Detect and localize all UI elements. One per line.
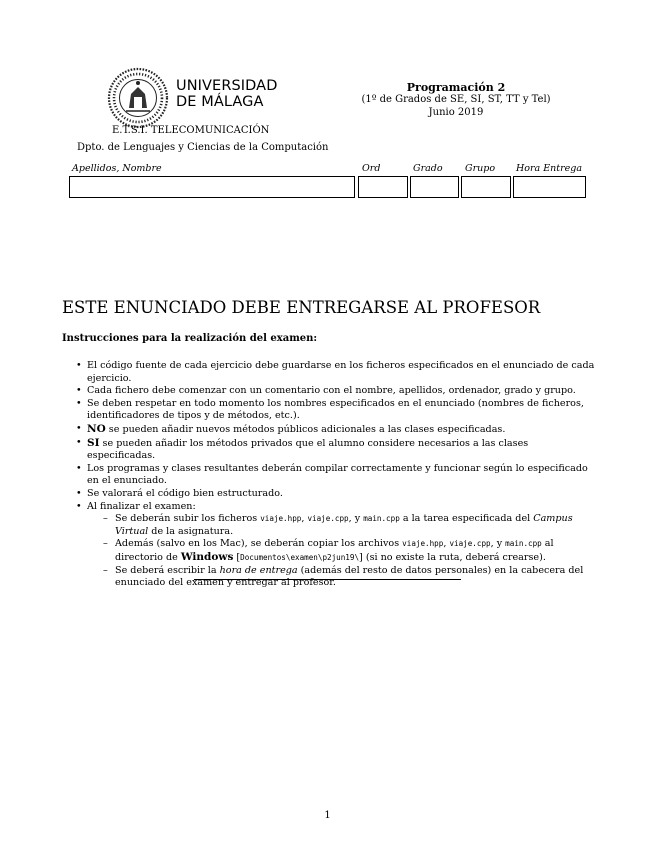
field-box-grupo[interactable]: [461, 176, 511, 198]
sub-text: Se deberá escribir la: [115, 564, 220, 576]
label-grado: Grado: [413, 163, 443, 174]
school-name: E.T.S.I. TELECOMUNICACIÓN: [112, 125, 270, 136]
sub-text: Se deberán subir los ficheros: [115, 513, 261, 525]
filename-viaje-hpp: viaje.hpp: [402, 539, 444, 549]
hora-entrega-text: hora de entrega: [219, 564, 298, 576]
course-title: Programación 2: [406, 81, 506, 94]
field-box-grado[interactable]: [410, 176, 459, 198]
sub-text: ,: [443, 538, 450, 550]
exam-date: Junio 2019: [428, 107, 484, 118]
university-wordmark: [176, 78, 277, 110]
sub-text: , y: [348, 513, 364, 525]
university-seal-logo: [107, 67, 169, 129]
list-item: [76, 360, 596, 385]
field-box-apellidos-nombre[interactable]: [69, 176, 355, 198]
item-text: Los programas y clases resultantes deberán compilar correctamente y funcionar según lo especificado en el enunciado.: [87, 462, 588, 487]
instructions-list: [76, 360, 596, 590]
list-item: [76, 423, 596, 437]
department-name: Dpto. de Lenguajes y Ciencias de la Computación: [77, 142, 329, 153]
sub-text: [: [233, 551, 241, 563]
sub-text: de la asignatura.: [148, 525, 234, 537]
filename-viaje-cpp: viaje.cpp: [307, 514, 349, 524]
sublist-item: [103, 513, 596, 538]
label-apellidos-nombre: Apellidos, Nombre: [72, 163, 162, 174]
item-text: Se deben respetar en todo momento los nombres especificados en el enunciado (nombres de ficheros, identificadores de tipos y de métodos, etc.).: [87, 397, 584, 422]
item-text: Cada fichero debe comenzar con un comentario con el nombre, apellidos, ordenador, grado y grupo.: [87, 385, 576, 397]
item-text: se pueden añadir nuevos métodos públicos adicionales a las clases especificadas.: [105, 423, 506, 435]
filename-main-cpp: main.cpp: [505, 539, 542, 549]
notice-heading: ESTE ENUNCIADO DEBE ENTREGARSE AL PROFESOR: [62, 298, 541, 317]
item-emphasis: SI: [87, 436, 100, 449]
logo-line-1: UNIVERSIDAD: [176, 78, 278, 94]
sub-text: , y: [490, 538, 506, 550]
list-item: [76, 488, 596, 501]
list-item: [76, 385, 596, 398]
course-subtitle: (1º de Grados de SE, SI, ST, TT y Tel): [361, 94, 551, 105]
campus-virtual-text: Campus Virtual: [115, 513, 573, 537]
logo-line-2: DE MÁLAGA: [176, 94, 264, 110]
list-item: [76, 437, 596, 463]
label-ord: Ord: [362, 163, 381, 174]
sub-text: ,: [301, 513, 308, 525]
directory-path: Documentos\examen\p2jun19\: [240, 552, 360, 562]
sublist-item: [103, 538, 596, 564]
item-text: El código fuente de cada ejercicio debe guardarse en los ficheros especificados en el enunciado de cada ejercicio.: [87, 360, 595, 384]
sub-text: ] (si no existe la ruta, deberá crearse).: [359, 551, 546, 563]
item-text: Al finalizar el examen:: [87, 500, 196, 512]
instructions-title: Instrucciones para la realización del examen:: [62, 333, 318, 344]
label-hora-entrega: Hora Entrega: [516, 163, 583, 174]
filename-viaje-cpp: viaje.cpp: [449, 539, 491, 549]
label-grupo: Grupo: [465, 163, 496, 174]
item-emphasis: NO: [87, 422, 106, 435]
list-item: [76, 398, 596, 423]
filename-main-cpp: main.cpp: [363, 514, 400, 524]
list-item: [76, 501, 596, 590]
item-text: Se valorará el código bien estructurado.: [87, 487, 283, 499]
sub-text: al directorio de: [115, 538, 554, 563]
field-box-ord[interactable]: [358, 176, 408, 198]
sub-text: (además del resto de datos personales) en la cabecera del enunciado del examen y entregar al profesor.: [115, 564, 584, 589]
windows-text: Windows: [180, 550, 234, 563]
sublist-item: [103, 565, 596, 590]
item-text: se pueden añadir los métodos privados que el alumno considere necesarios a las clases especificadas.: [87, 437, 529, 462]
sub-text: a la tarea especificada del: [399, 513, 534, 525]
page-number: 1: [324, 810, 331, 821]
field-box-hora-entrega[interactable]: [513, 176, 586, 198]
filename-viaje-hpp: viaje.hpp: [260, 514, 302, 524]
divider-rule: [194, 579, 461, 580]
list-item: [76, 463, 596, 488]
sub-text: Además (salvo en los Mac), se deberán copiar los archivos: [115, 538, 403, 550]
